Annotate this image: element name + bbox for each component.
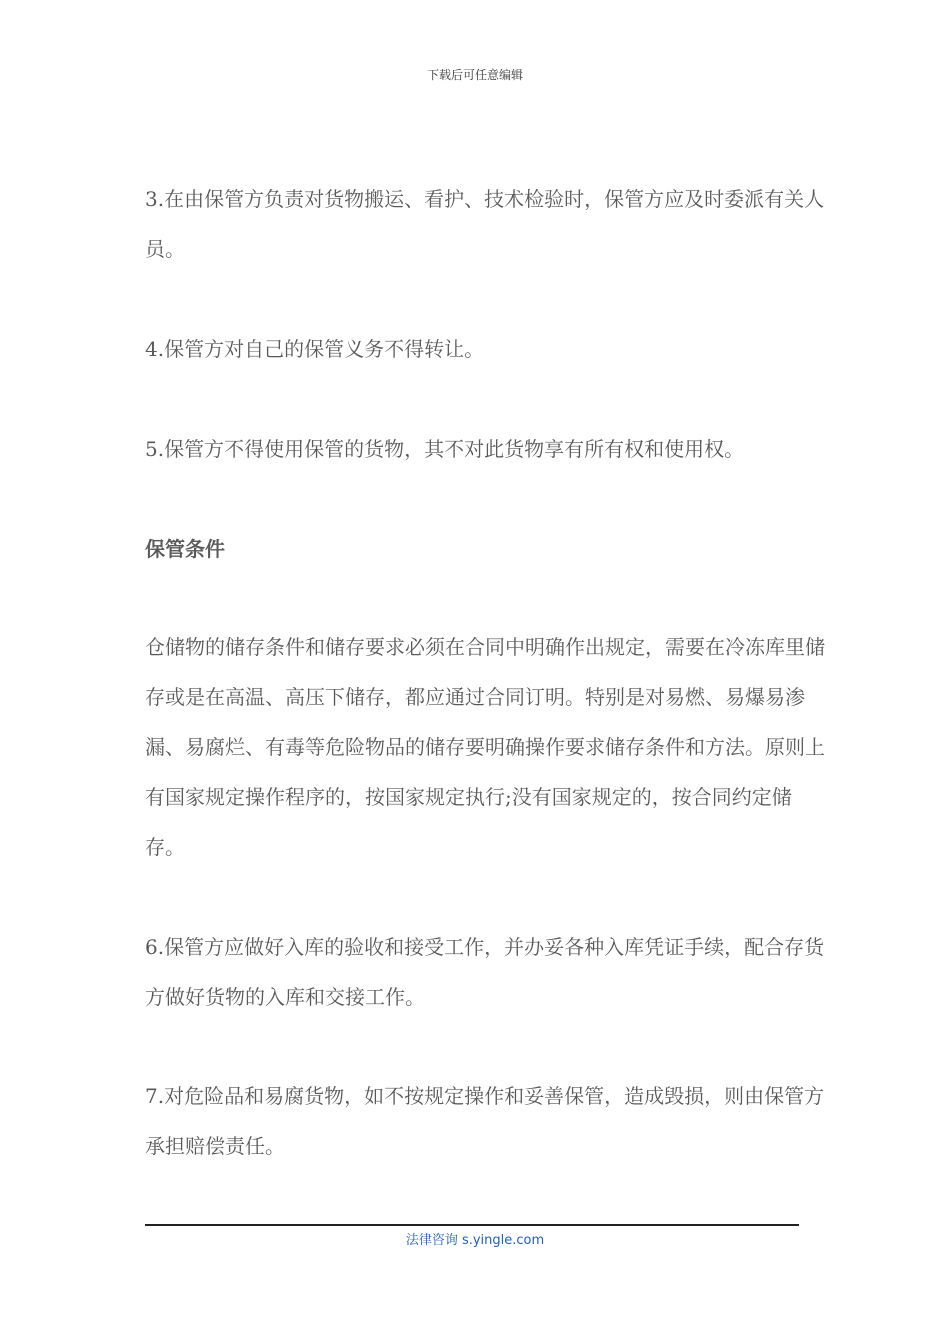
footer-link[interactable]: 法律咨询 s.yingle.com xyxy=(405,1233,545,1248)
page-header: 下载后可任意编辑 xyxy=(426,68,523,82)
clause-7: 7.对危险品和易腐货物，如不按规定操作和妥善保管，造成毁损，则由保管方承担赔偿责任。 xyxy=(145,1084,825,1158)
clause-6: 6.保管方应做好入库的验收和接受工作，并办妥各种入库凭证手续，配合存货方做好货物的入库和交接工作。 xyxy=(145,935,825,1009)
footer-divider xyxy=(145,1224,799,1226)
storage-conditions-paragraph: 仓储物的储存条件和储存要求必须在合同中明确作出规定，需要在冷冻库里储存或是在高温、高压下储存，都应通过合同订明。特别是对易燃、易爆易渗漏、易腐烂、有毒等危险物品的储存要明确操作要求储存条件和方法。原则上有国家规定操作程序的，按国家规定执行;没有国家规定的，按合同约定储存。 xyxy=(145,635,825,859)
section-heading: 保管条件 xyxy=(145,537,225,561)
clause-3: 3.在由保管方负责对货物搬运、看护、技术检验时，保管方应及时委派有关人员。 xyxy=(145,187,825,261)
clause-5: 5.保管方不得使用保管的货物，其不对此货物享有所有权和使用权。 xyxy=(145,437,745,461)
clause-4: 4.保管方对自己的保管义务不得转让。 xyxy=(145,337,485,361)
